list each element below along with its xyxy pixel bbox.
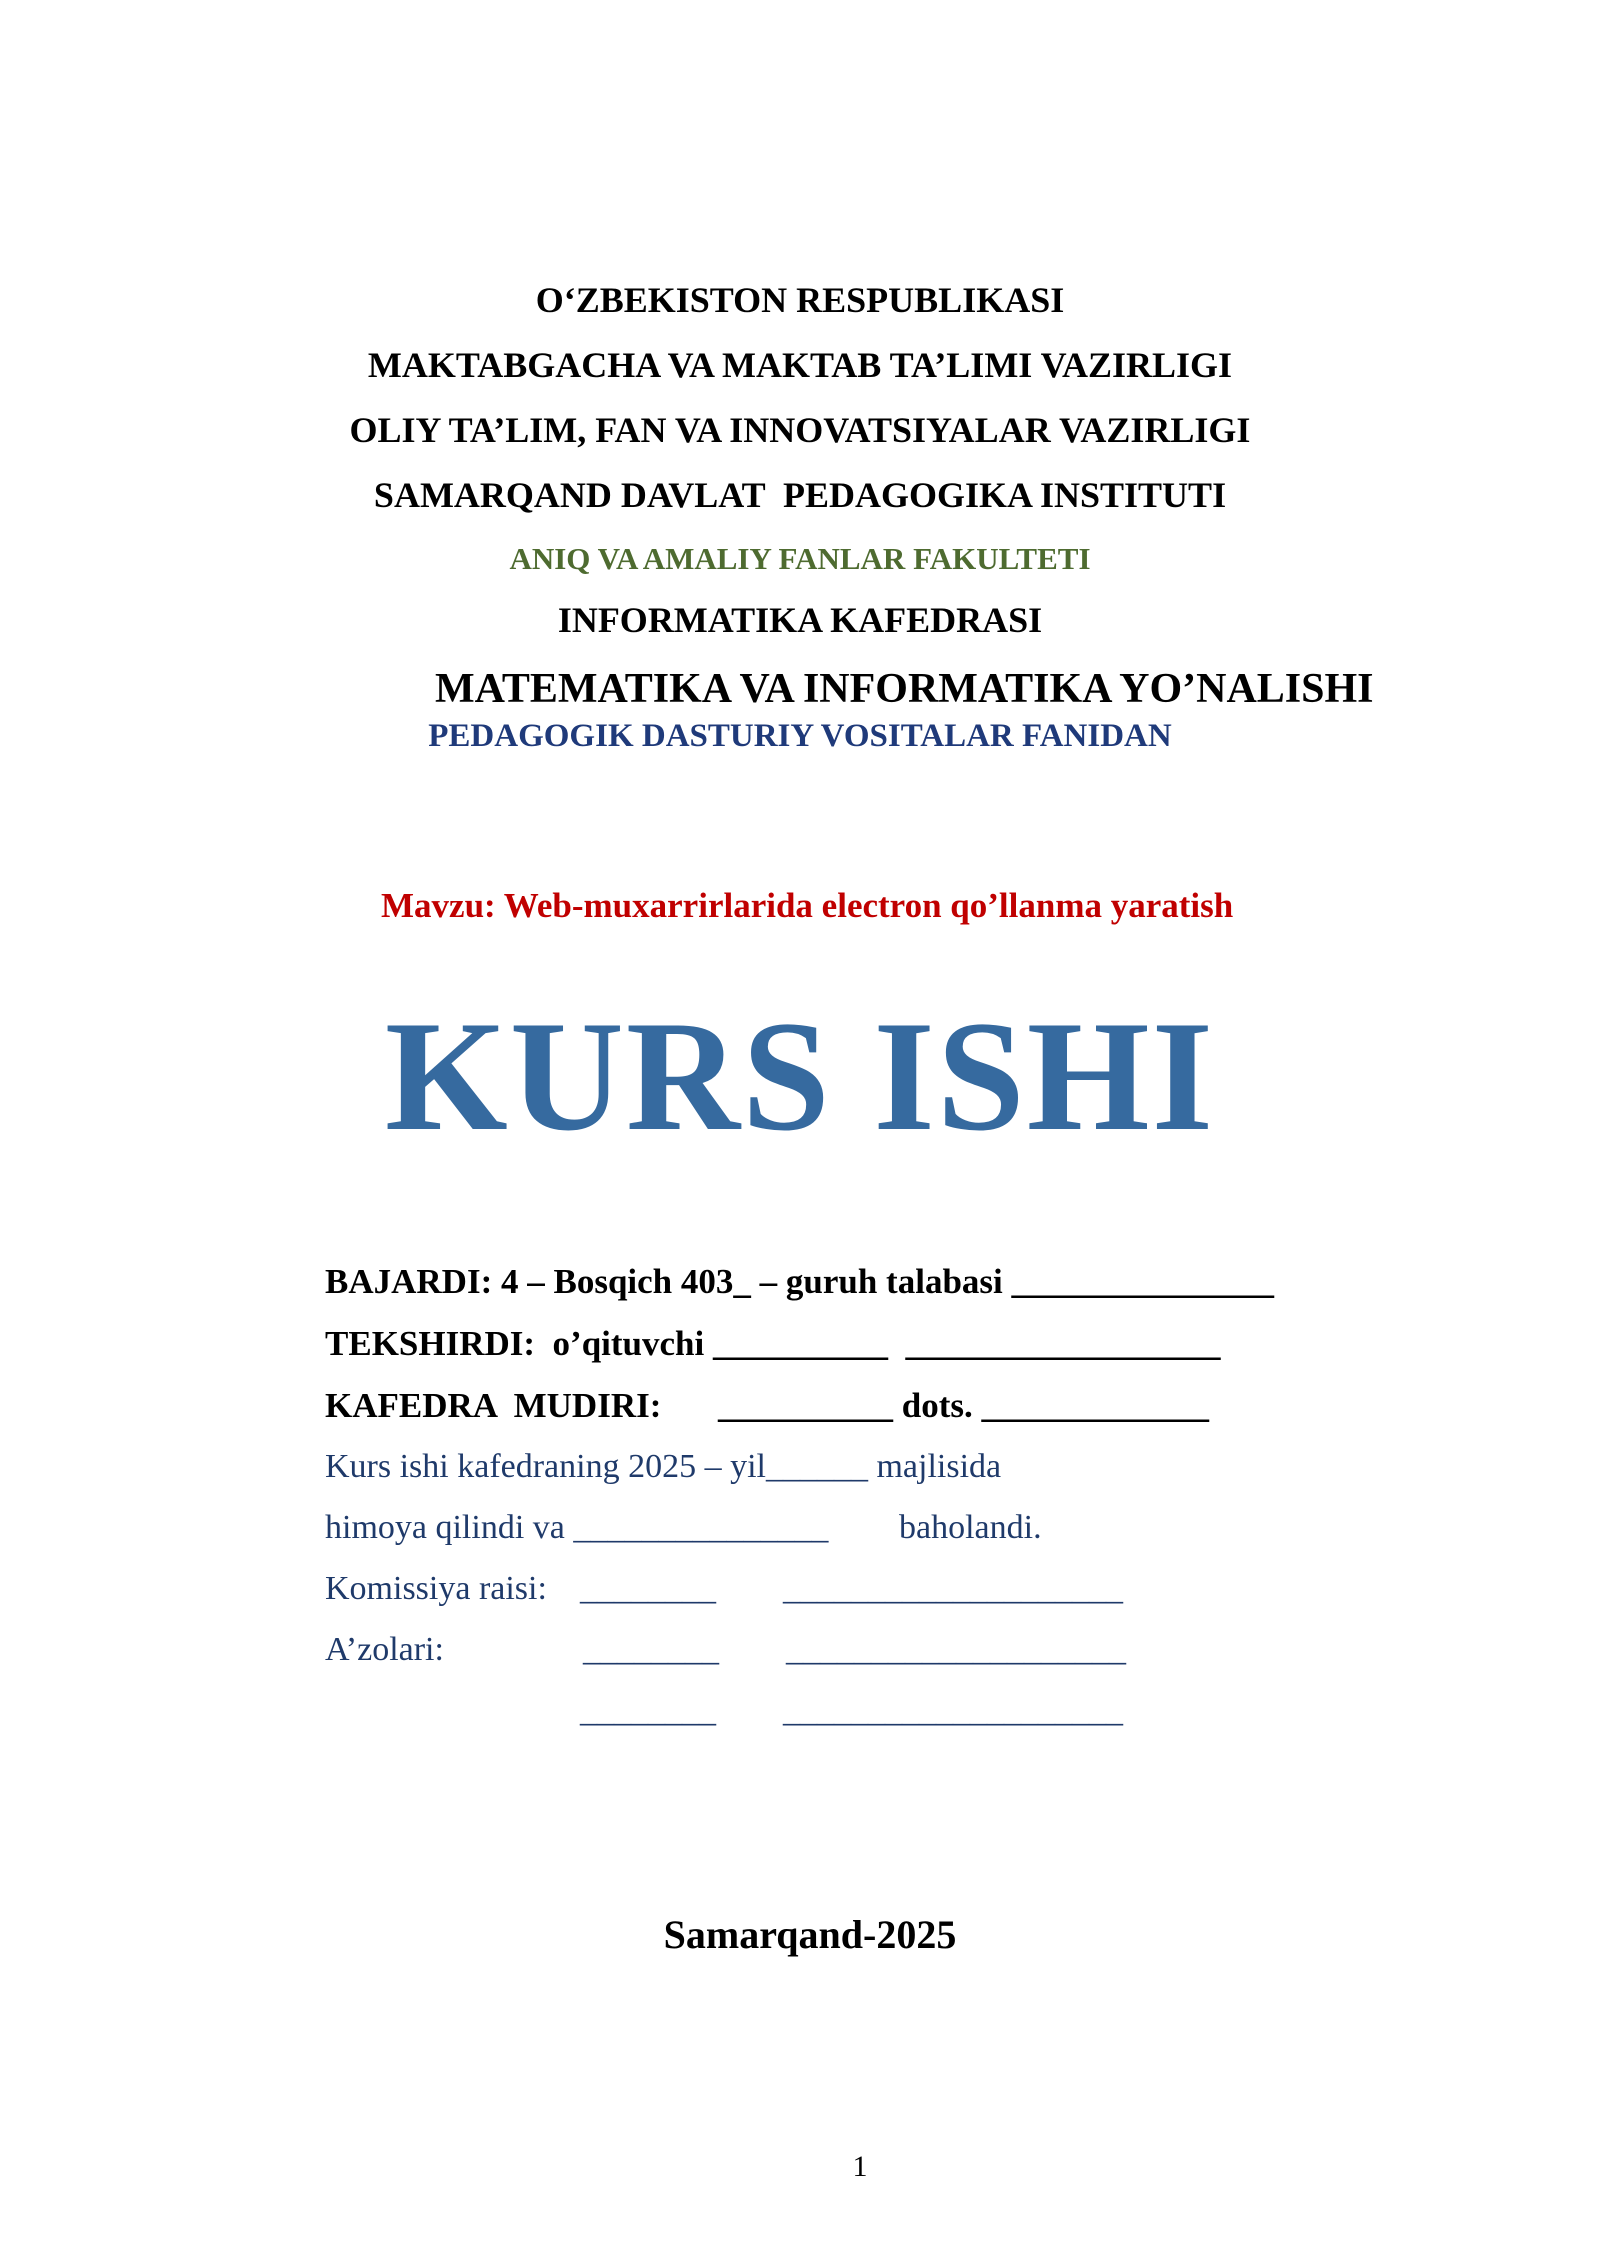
header-country: O‘ZBEKISTON RESPUBLIKASI	[535, 280, 1065, 320]
azolari-label: A’zolari:	[325, 1631, 444, 1668]
header-direction: MATEMATIKA VA INFORMATIKA YO’NALISHI	[435, 666, 1374, 712]
header-subject: PEDAGOGIK DASTURIY VOSITALAR FANIDAN	[428, 718, 1172, 754]
header-ministry-preschool: MAKTABGACHA VA MAKTAB TA’LIMI VAZIRLIGI	[367, 345, 1233, 385]
topic-line: Mavzu: Web-muxarrirlarida electron qo’llanma yaratish	[381, 886, 1234, 925]
bajardi-line: BAJARDI: 4 – Bosqich 403_ – guruh talabasi _______________	[325, 1262, 1274, 1301]
header-ministry-higher-education: OLIY TA’LIM, FAN VA INNOVATSIYALAR VAZIRLIGI	[349, 410, 1251, 450]
extra-blank-short: ________	[580, 1692, 716, 1729]
header-department: INFORMATIKA KAFEDRASI	[557, 600, 1043, 640]
komissiya-label: Komissiya raisi:	[325, 1570, 547, 1607]
page-number: 1	[852, 2150, 868, 2183]
kafedra-mudiri-value: __________ dots. _____________	[718, 1386, 1209, 1425]
city-year: Samarqand-2025	[663, 1912, 957, 1957]
azolari-blank-long: ____________________	[786, 1631, 1126, 1668]
komissiya-blank-long: ____________________	[783, 1570, 1123, 1607]
tekshirdi-line: TEKSHIRDI: o’qituvchi __________ __________________	[325, 1324, 1221, 1363]
kafedra-mudiri-label: KAFEDRA MUDIRI:	[325, 1386, 662, 1425]
kurs-ishi-line: Kurs ishi kafedraning 2025 – yil______ majlisida	[325, 1448, 1002, 1485]
komissiya-blank-short: ________	[580, 1570, 716, 1607]
document-title: KURS ISHI	[384, 989, 1216, 1164]
himoya-line: himoya qilindi va _______________	[325, 1509, 829, 1546]
baholandi-text: baholandi.	[899, 1509, 1042, 1546]
header-faculty: ANIQ VA AMALIY FANLAR FAKULTETI	[509, 541, 1091, 576]
header-institute: SAMARQAND DAVLAT PEDAGOGIKA INSTITUTI	[373, 475, 1227, 515]
azolari-blank-short: ________	[583, 1631, 719, 1668]
extra-blank-long: ____________________	[783, 1692, 1123, 1729]
